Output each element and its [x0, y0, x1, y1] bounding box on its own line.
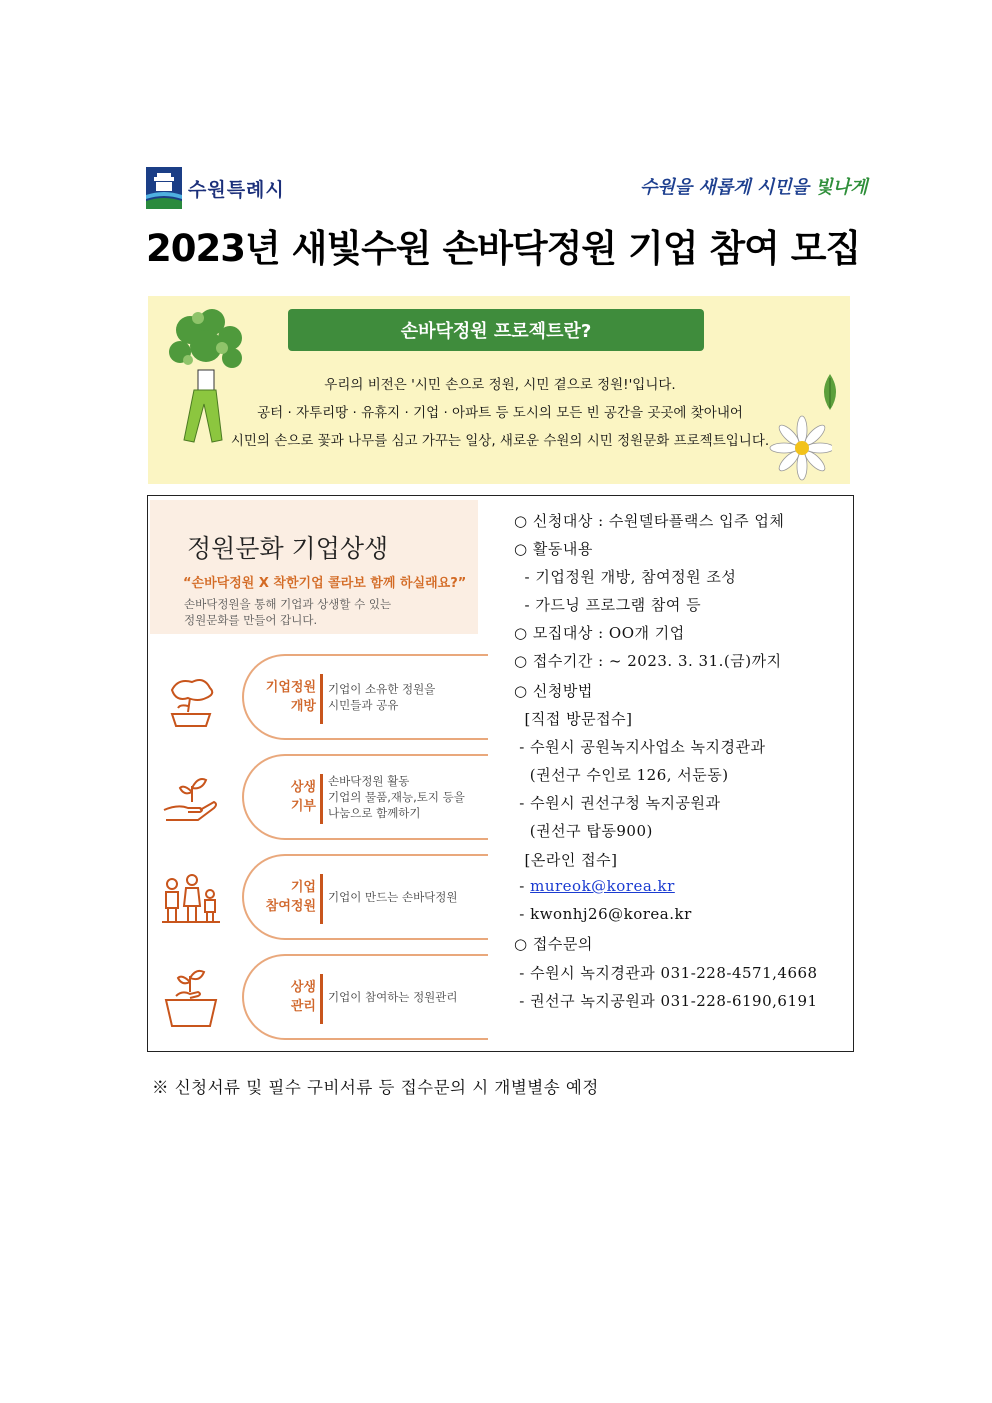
city-slogan: 수원을 새롭게 시민을 빛나게: [640, 177, 868, 198]
info-visit-2: - 수원시 권선구청 녹지공원과: [514, 794, 721, 812]
card-desc: 기업이 참여하는 정원관리: [328, 990, 458, 1004]
email-link[interactable]: mureok@korea.kr: [530, 877, 675, 895]
card-label: 기업 참여정원: [265, 880, 316, 914]
info-visit-heading: [직접 방문접수]: [514, 710, 633, 728]
hand-sprout-icon: [158, 766, 224, 832]
banner-line-1: 우리의 비전은 '시민 손으로 정원, 시민 곁으로 정원!'입니다.: [324, 377, 676, 393]
info-activities: ○ 활동내용: [514, 540, 593, 558]
page-title: 2023년 새빛수원 손바닥정원 기업 참여 모집: [146, 227, 861, 270]
info-contact-2: - 권선구 녹지공원과 031-228-6190,6191: [514, 992, 818, 1010]
card-divider: [320, 774, 323, 824]
info-contact: ○ 접수문의: [514, 935, 593, 953]
info-period: ○ 접수기간 : ~ 2023. 3. 31.(금)까지: [514, 652, 782, 670]
card-garden-open: [242, 654, 488, 740]
card-label: 상생 기부: [290, 780, 316, 814]
banner-pill: 손바닥정원 프로젝트란?: [288, 309, 704, 351]
city-logo-text: 수원특례시: [188, 178, 285, 201]
info-online-heading: [온라인 접수]: [514, 851, 618, 869]
card-label: 기업정원 개방: [265, 680, 316, 714]
info-method: ○ 신청방법: [514, 682, 593, 700]
info-contact-1: - 수원시 녹지경관과 031-228-4571,4668: [514, 964, 818, 982]
card-divider: [320, 674, 323, 724]
people-icon: [158, 868, 224, 934]
footnote: ※ 신청서류 및 필수 구비서류 등 접수문의 시 개별별송 예정: [152, 1078, 599, 1097]
city-logo: [146, 166, 285, 210]
leaf-icon: [818, 372, 842, 412]
card-coexistence-management: [242, 954, 488, 1040]
promo-sub-1: 손바닥정원을 통해 기업과 상생할 수 있는: [184, 597, 392, 611]
info-online-2: - kwonhj26@korea.kr: [514, 905, 692, 923]
card-coexistence-donation: [242, 754, 488, 840]
card-label: 상생 관리: [290, 980, 316, 1014]
pot-care-icon: [158, 962, 224, 1028]
promo-quote: “손바닥정원 X 착한기업 콜라보 함께 하실래요?”: [183, 576, 467, 591]
info-activity-1: - 기업정원 개방, 참여정원 조성: [514, 568, 737, 586]
banner-line-2: 공터 · 자투리땅 · 유휴지 · 기업 · 아파트 등 도시의 모든 빈 공간을 곳곳에 찾아내어: [257, 405, 743, 421]
info-visit-1-address: (권선구 수인로 126, 서둔동): [514, 766, 729, 784]
info-recruit-count: ○ 모집대상 : OO개 기업: [514, 624, 685, 642]
promo-sub-2: 정원문화를 만들어 갑니다.: [184, 613, 318, 627]
info-visit-1: - 수원시 공원녹지사업소 녹지경관과: [514, 738, 766, 756]
info-visit-2-address: (권선구 탑동900): [514, 822, 653, 840]
card-corporate-garden: [242, 854, 488, 940]
suwon-emblem-icon: [146, 167, 182, 209]
card-desc: 손바닥정원 활동 기업의 물품,재능,토지 등을 나눔으로 함께하기: [328, 774, 465, 820]
info-target: ○ 신청대상 : 수원델타플랙스 입주 업체: [514, 512, 785, 530]
bonsai-icon: [158, 668, 224, 734]
promo-title: 정원문화 기업상생: [187, 534, 389, 563]
info-online-1: - mureok@korea.kr: [514, 877, 675, 895]
card-desc: 기업이 만드는 손바닥정원: [328, 890, 458, 904]
info-activity-2: - 가드닝 프로그램 참여 등: [514, 596, 702, 614]
card-divider: [320, 974, 323, 1024]
card-desc: 기업이 소유한 정원을 시민들과 공유: [328, 682, 436, 712]
banner-line-3: 시민의 손으로 꽃과 나무를 심고 가꾸는 일상, 새로운 수원의 시민 정원문화 프로젝트입니다.: [230, 433, 770, 449]
card-divider: [320, 874, 323, 924]
